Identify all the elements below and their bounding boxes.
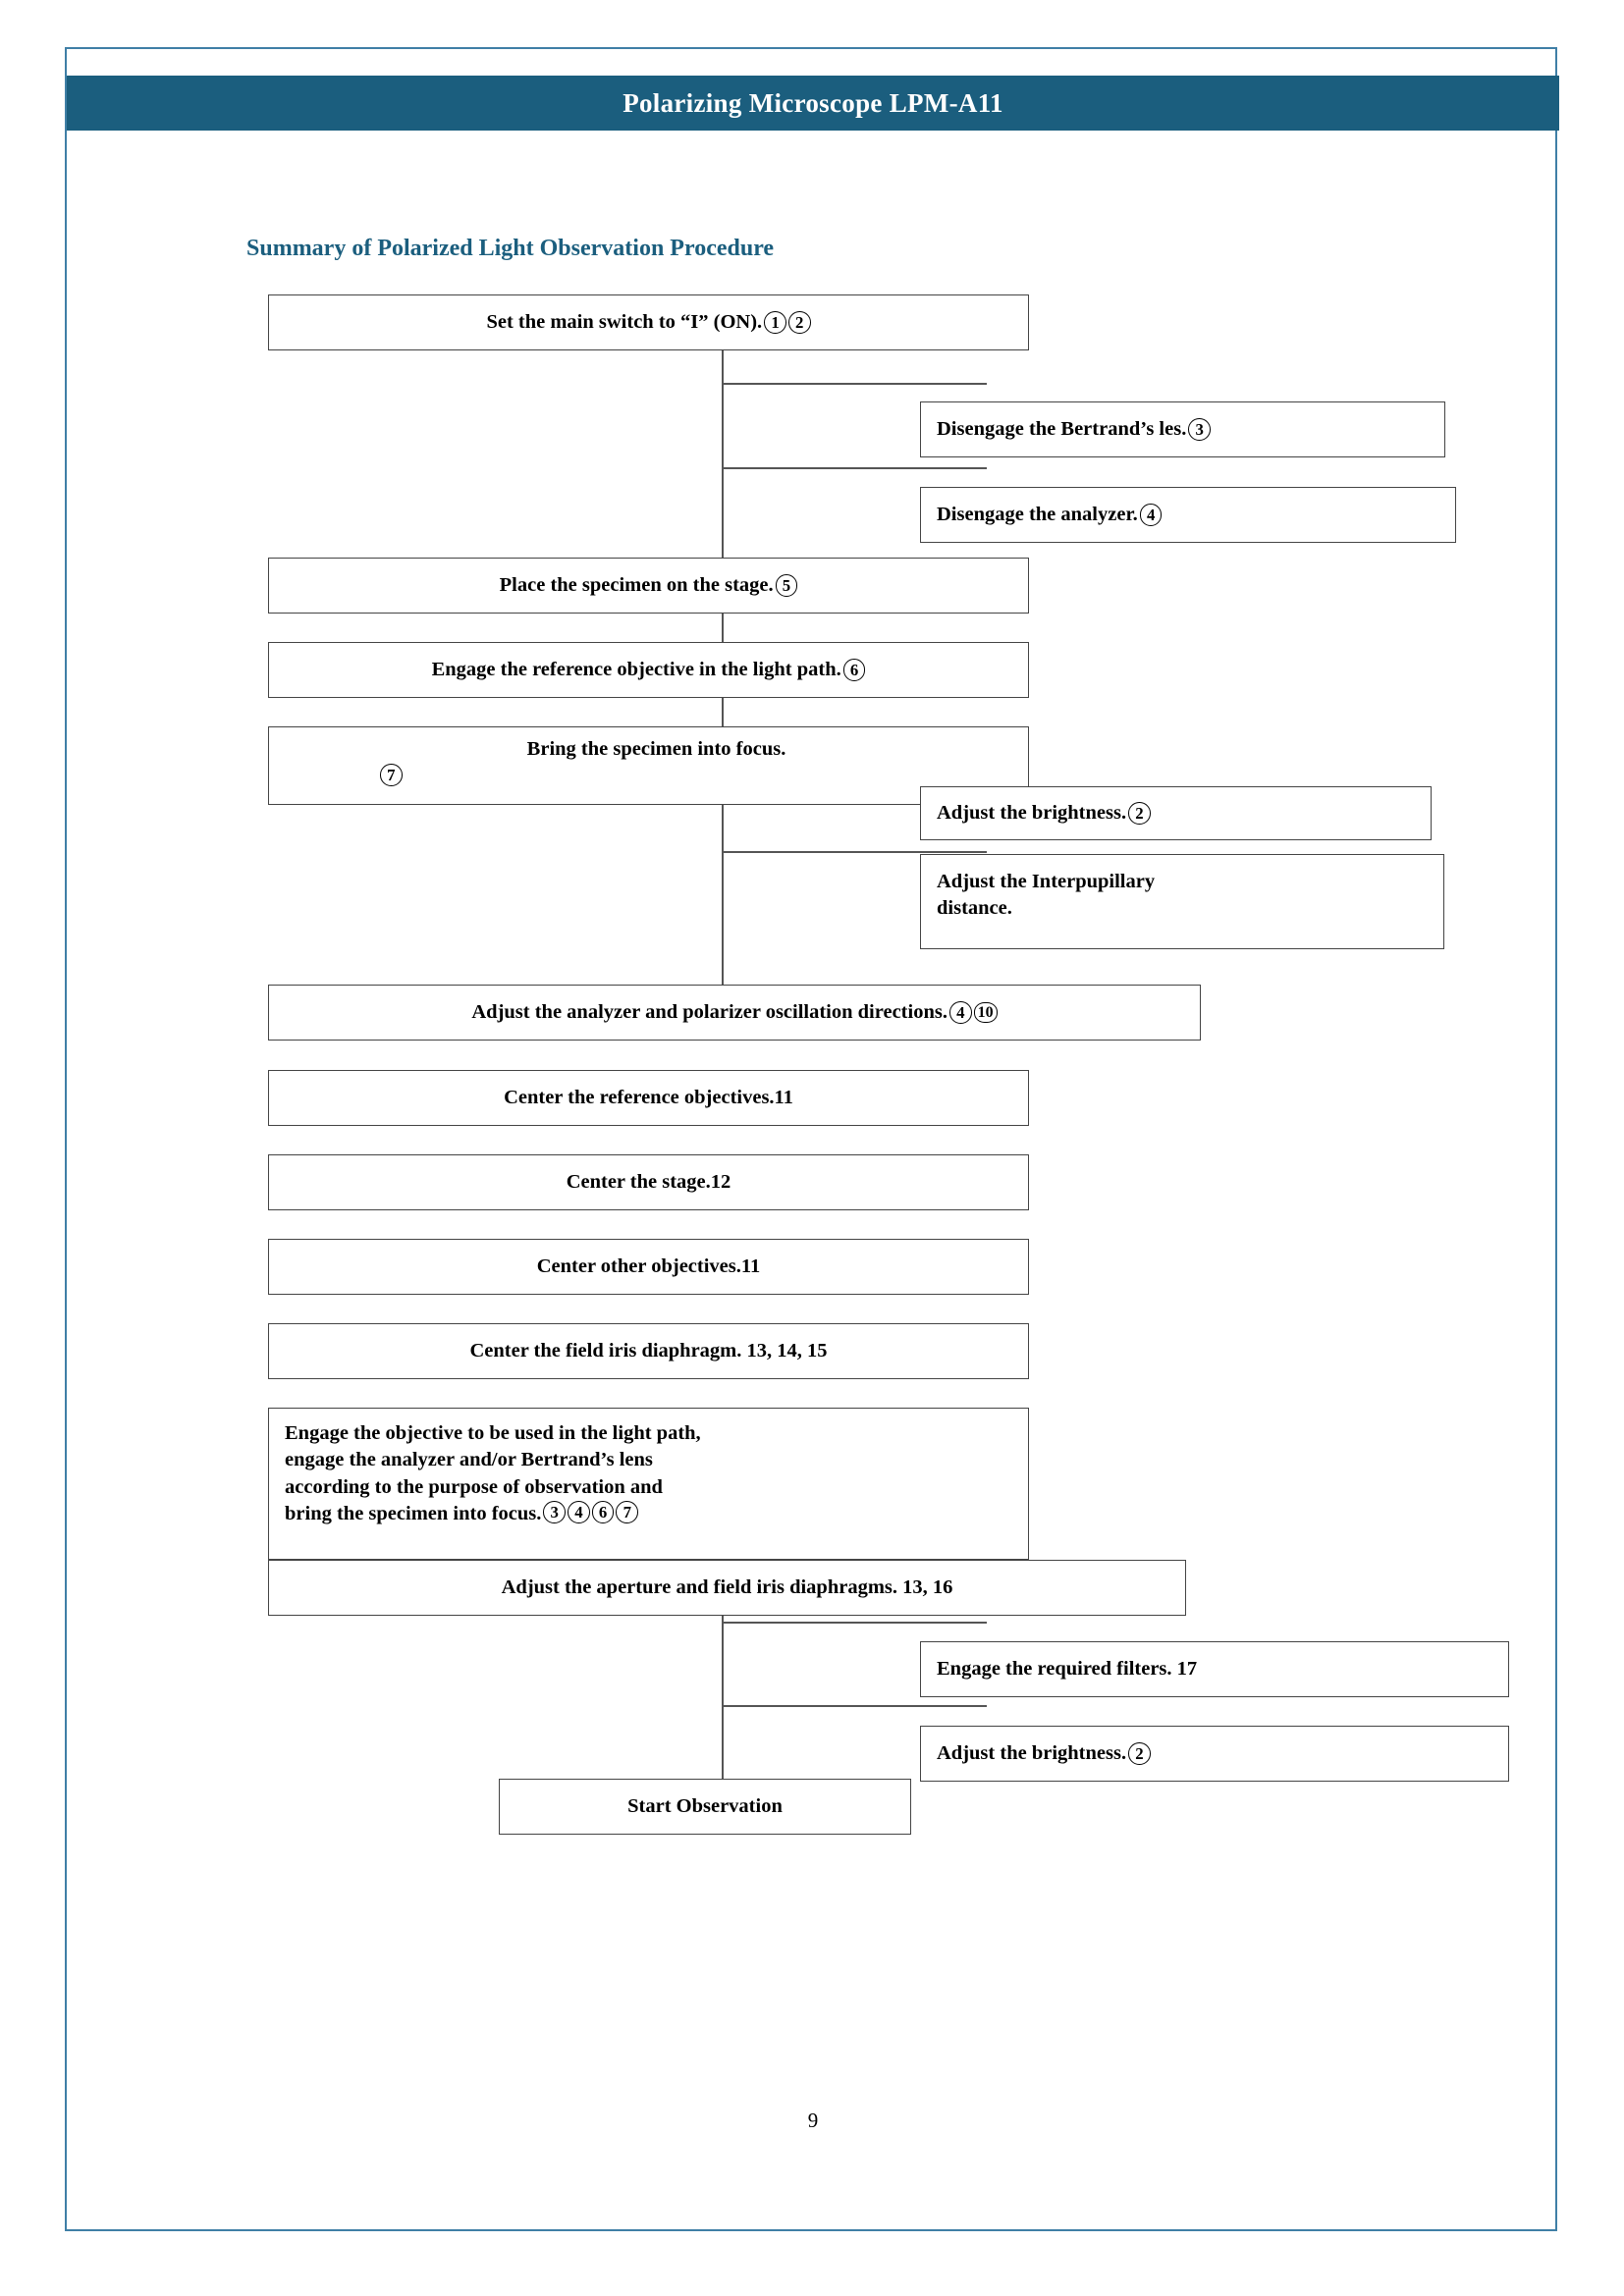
marker-circle-2c: 2 xyxy=(1128,1742,1151,1765)
flow-node-adjust-interpupillary-distance[interactable] xyxy=(920,854,1444,949)
marker-circle-2b: 2 xyxy=(1128,802,1151,825)
flow-node-text: Adjust the analyzer and polarizer oscillation directions. xyxy=(471,1000,947,1023)
flow-node-center-reference-objectives[interactable] xyxy=(268,1070,1029,1126)
flow-node-text-line1: Engage the objective to be used in the light path, xyxy=(285,1422,701,1444)
flow-node-text: Center other objectives.11 xyxy=(536,1255,761,1277)
flow-node-text-line4-text: bring the specimen into focus. xyxy=(285,1502,542,1524)
flow-node-text: Engage the required filters. 17 xyxy=(937,1657,1198,1680)
flow-node-text: Adjust the brightness. xyxy=(937,1741,1127,1764)
page-header-title: Polarizing Microscope LPM-A11 xyxy=(67,76,1559,131)
flow-node-text-line3: according to the purpose of observation and xyxy=(285,1475,663,1498)
flow-node-center-other-objectives[interactable] xyxy=(268,1239,1029,1295)
flow-node-text-line1: Adjust the Interpupillary xyxy=(937,871,1156,892)
marker-circle-6b: 6 xyxy=(592,1501,615,1523)
connector-spine-mid xyxy=(722,788,724,985)
marker-circle-6: 6 xyxy=(843,659,866,681)
connector-branch-4 xyxy=(722,851,987,853)
marker-circle-3b: 3 xyxy=(543,1501,566,1523)
document-page xyxy=(65,47,1557,2231)
connector-branch-1 xyxy=(722,383,987,385)
connector-branch-6 xyxy=(722,1705,987,1707)
flow-node-text-line2: engage the analyzer and/or Bertrand’s lens xyxy=(285,1449,653,1471)
marker-circle-10: 10 xyxy=(974,1002,998,1024)
marker-circle-4c: 4 xyxy=(568,1501,590,1523)
flow-node-adjust-oscillation-directions[interactable] xyxy=(268,985,1201,1041)
section-title: Summary of Polarized Light Observation Procedure xyxy=(246,236,775,261)
flow-node-engage-reference-objective[interactable] xyxy=(268,642,1029,698)
flow-node-text-line4 xyxy=(285,1501,1028,1527)
flow-node-text-line2: distance. xyxy=(937,897,1012,920)
flow-node-text: Adjust the aperture and field iris diaphragms. 13, 16 xyxy=(501,1575,953,1598)
marker-circle-7b: 7 xyxy=(616,1501,638,1523)
flow-node-engage-objective-and-focus[interactable] xyxy=(268,1408,1029,1560)
flow-node-text: Place the specimen on the stage. xyxy=(499,573,774,596)
flow-node-center-field-iris-diaphragm[interactable] xyxy=(268,1323,1029,1379)
flow-node-disengage-analyzer[interactable] xyxy=(920,487,1456,543)
flow-node-text: Adjust the brightness. xyxy=(937,801,1127,824)
marker-circle-2: 2 xyxy=(788,311,811,334)
page-number: 9 xyxy=(807,2109,819,2132)
flow-node-engage-required-filters[interactable] xyxy=(920,1641,1509,1697)
marker-circle-7: 7 xyxy=(380,764,403,786)
marker-circle-4: 4 xyxy=(1140,504,1163,526)
connector-branch-2 xyxy=(722,467,987,469)
flow-node-text: Center the reference objectives.11 xyxy=(504,1086,793,1108)
flow-node-text: Bring the specimen into focus. xyxy=(526,738,786,760)
marker-circle-1: 1 xyxy=(764,311,786,334)
flow-node-text: Engage the reference objective in the light path. xyxy=(431,658,841,680)
flow-node-text: Disengage the Bertrand’s les. xyxy=(937,417,1187,440)
flow-node-text: Disengage the analyzer. xyxy=(937,503,1138,525)
flow-node-text: Center the field iris diaphragm. 13, 14, 15 xyxy=(469,1339,828,1362)
flow-node-place-specimen[interactable] xyxy=(268,558,1029,614)
flow-node-bring-specimen-into-focus[interactable] xyxy=(268,726,1029,805)
flow-node-text: Set the main switch to “I” (ON). xyxy=(486,310,763,333)
flow-node-text: Center the stage.12 xyxy=(566,1170,731,1193)
marker-circle-5: 5 xyxy=(776,574,798,597)
flow-node-center-stage[interactable] xyxy=(268,1154,1029,1210)
flow-node-set-main-switch[interactable] xyxy=(268,294,1029,350)
connector-branch-5 xyxy=(722,1622,987,1624)
marker-circle-3: 3 xyxy=(1188,418,1211,441)
marker-circle-4b: 4 xyxy=(949,1001,972,1024)
flow-node-adjust-aperture-and-field-iris[interactable] xyxy=(268,1560,1186,1616)
flow-node-text: Start Observation xyxy=(627,1794,783,1817)
flow-node-start-observation[interactable] xyxy=(499,1779,911,1835)
flow-node-adjust-brightness-lower[interactable] xyxy=(920,1726,1509,1782)
flow-node-adjust-brightness-upper[interactable] xyxy=(920,786,1432,840)
flow-node-disengage-bertrands-lens[interactable] xyxy=(920,401,1445,457)
flowchart xyxy=(67,49,1559,2233)
